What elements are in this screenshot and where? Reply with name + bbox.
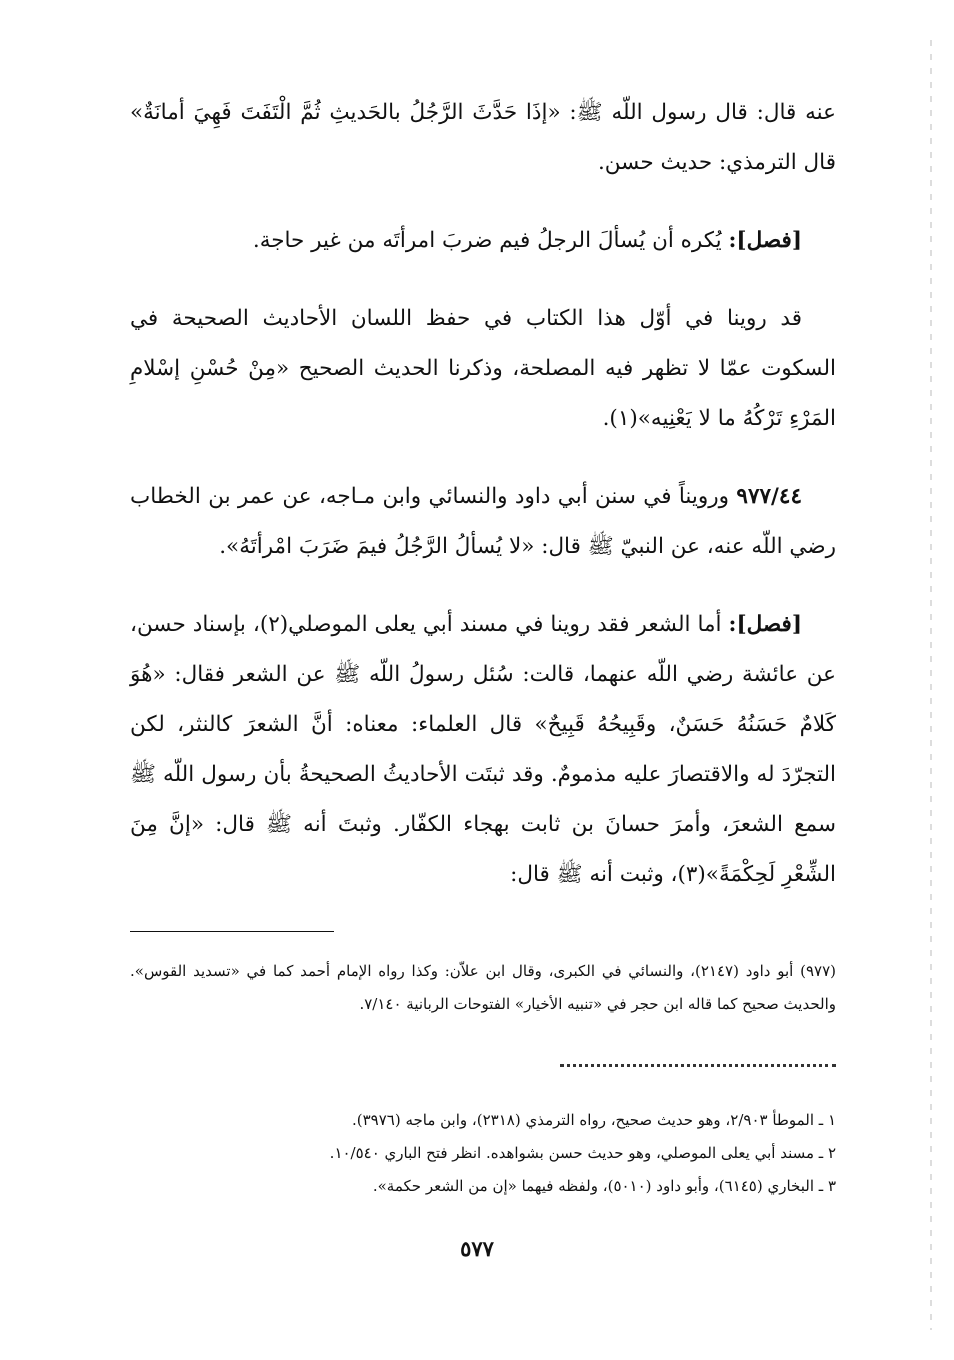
fasl-text-2: أما الشعر فقد روينا في مسند أبي يعلى الموصلي(٢)، بإسناد حسن، عن عائشة رضي اللّه عنهما، قالت: سُئل رسولُ اللّه ﷺ عن الشعر فقال: «هُوَ كَلامٌ حَسَنُهُ حَسَنٌ، وقَبِيحُهُ قَبِيحٌ» قال العلماء: معناه: أنَّ الشعرَ كالنثر، لكن التجرّدَ له والاقتصارَ عليه مذمومٌ. وقد ثبتَت الأحاديثُ الصحيحةُ بأن رسول اللّه ﷺ سمع الشعرَ، وأمرَ حسانَ بن ثابت بهجاء الكفّار. وثبتَ أنه ﷺ قال: «إنَّ مِنَ الشِّعْرِ لَحِكْمَةً»(٣)، وثبت أنه ﷺ قال: [130,612,836,887]
fasl-label: [فصل]: [728,228,802,253]
paragraph-2: قد روينا في أوّل هذا الكتاب في حفظ اللسان الأحاديث الصحيحة في السكوت عمّا لا تظهر فيه المصلحة، وذكرنا الحديث الصحيح «مِنْ حُسْنِ إسْلامِ المَرْءِ تَرْكُهُ ما لا يَعْنِيه»(١). [130,306,836,431]
main-text [130,88,836,928]
hadith-text: ورويناً في سنن أبي داود والنسائي وابن مـاجه، عن عمر بن الخطاب رضي اللّه عنه، عن النبيّ ﷺ قال: «لا يُسألُ الرَّجُلُ فيمَ ضَرَبَ امْرأتَهُ». [130,484,836,559]
reference-notes [130,1104,836,1203]
footnote-977: (٩٧٧) أبو داود (٢١٤٧)، والنسائي في الكبرى، وقال ابن علاّن: وكذا رواه الإمام أحمد كما في «تسديد القوس». والحديث صحيح كما قاله ابن حجر في «تنبيه الأخيار» الفتوحات الربانية ٧/١٤٠. [130,962,836,1013]
hadith-number: ٩٧٧/٤٤ [736,484,802,509]
page-number: ٥٧٧ [460,1236,494,1261]
footnote-main [130,955,836,1021]
paragraph-1: عنه قال: قال رسول اللّه ﷺ: «إذَا حَدَّثَ الرَّجُلُ بالحَديثِ ثُمَّ الْتَفَتَ فَهِيَ أمانَةٌ» قال الترمذي: حديث حسن. [130,100,836,175]
scan-edge-mark [930,40,932,1330]
dotted-separator [560,1064,836,1067]
reference-1: ١ ـ الموطأ ٢/٩٠٣، وهو حديث صحيح، رواه الترمذي (٢٣١٨)، وابن ماجه (٣٩٧٦). [351,1111,836,1129]
fasl-label-2: [فصل]: [728,612,803,637]
paragraph-hadith [130,472,836,572]
reference-3: ٣ ـ البخاري (٦١٤٥)، وأبو داود (٥٠١٠)، ولفظه فيهما «إن من الشعر حكمة». [372,1177,836,1195]
fasl-text: يُكره أن يُسألَ الرجلُ فيم ضربَ امرأتَه من غير حاجة. [252,228,722,253]
footnote-separator [130,931,334,932]
paragraph-fasl-2 [130,600,836,900]
paragraph-fasl-1 [130,216,836,266]
reference-2: ٢ ـ مسند أبي يعلى الموصلي، وهو حديث حسن بشواهده. انظر فتح الباري ١٠/٥٤٠. [329,1144,836,1162]
